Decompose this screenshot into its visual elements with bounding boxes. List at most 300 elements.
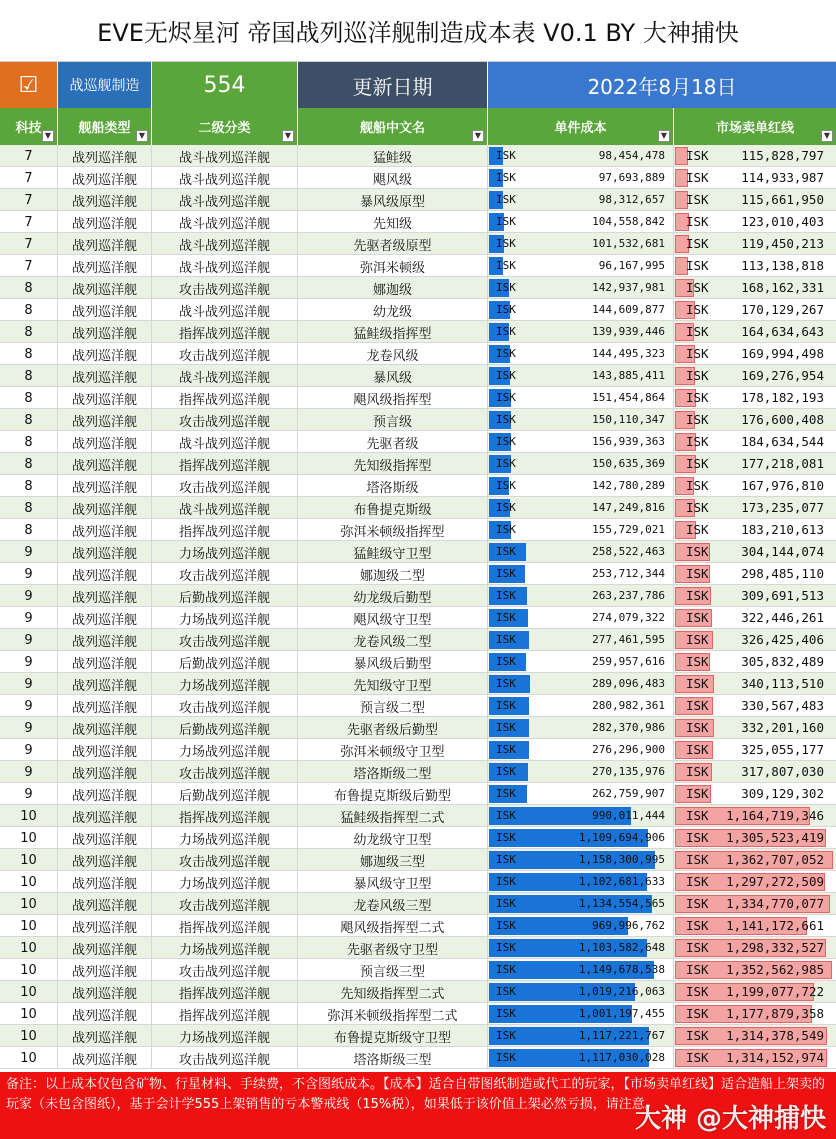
cell-market-line	[674, 519, 836, 541]
table-row[interactable]	[0, 409, 836, 431]
table-row[interactable]	[0, 981, 836, 1003]
cell-unit-cost	[488, 167, 674, 189]
cell-ship-name: 娜迦级	[298, 277, 488, 299]
cell-unit-cost	[488, 783, 674, 805]
unit-cost-value: 101,532,681	[592, 237, 665, 250]
cell-market-line	[674, 827, 836, 849]
cell-subclass: 力场战列巡洋舰	[152, 1025, 298, 1047]
cell-ship-type: 战列巡洋舰	[58, 1003, 152, 1025]
currency-label: ISK	[496, 1051, 516, 1064]
currency-label: ISK	[686, 236, 709, 251]
table-row[interactable]	[0, 541, 836, 563]
table-row[interactable]	[0, 959, 836, 981]
cell-market-line	[674, 629, 836, 651]
cell-ship-name: 龙卷风级二型	[298, 629, 488, 651]
cell-unit-cost	[488, 475, 674, 497]
currency-label: ISK	[496, 611, 516, 624]
cell-market-line	[674, 321, 836, 343]
cell-tech: 10	[0, 827, 58, 849]
table-row[interactable]	[0, 189, 836, 211]
column-header-label: 二级分类	[198, 121, 251, 136]
market-line-value: 309,691,513	[741, 588, 824, 603]
market-line-value: 184,634,544	[741, 434, 824, 449]
cell-unit-cost	[488, 299, 674, 321]
cell-ship-name: 先驱者级守卫型	[298, 937, 488, 959]
table-row[interactable]	[0, 849, 836, 871]
market-line-value: 177,218,081	[741, 456, 824, 471]
cell-ship-name: 幼龙级守卫型	[298, 827, 488, 849]
cell-tech: 10	[0, 959, 58, 981]
cell-ship-type: 战列巡洋舰	[58, 189, 152, 211]
cell-subclass: 战斗战列巡洋舰	[152, 365, 298, 387]
cell-unit-cost	[488, 145, 674, 167]
market-line-value: 305,832,489	[741, 654, 824, 669]
table-row[interactable]	[0, 343, 836, 365]
cell-ship-name: 弥洱米顿级守卫型	[298, 739, 488, 761]
unit-cost-value: 1,103,582,648	[578, 941, 665, 954]
table-row[interactable]	[0, 387, 836, 409]
cell-tech: 9	[0, 739, 58, 761]
cell-subclass: 攻击战列巡洋舰	[152, 629, 298, 651]
cell-ship-type: 战列巡洋舰	[58, 937, 152, 959]
cell-ship-type: 战列巡洋舰	[58, 563, 152, 585]
cell-ship-name: 先驱者级后勤型	[298, 717, 488, 739]
cell-market-line	[674, 981, 836, 1003]
cell-unit-cost	[488, 541, 674, 563]
currency-label: ISK	[496, 1007, 516, 1020]
currency-label: ISK	[686, 654, 709, 669]
cell-ship-name: 预言级	[298, 409, 488, 431]
currency-label: ISK	[686, 808, 709, 823]
cell-tech: 8	[0, 431, 58, 453]
unit-cost-value: 1,102,681,633	[578, 875, 665, 888]
market-line-value: 1,362,707,052	[726, 852, 824, 867]
unit-cost-value: 144,495,323	[592, 347, 665, 360]
cell-unit-cost	[488, 607, 674, 629]
cell-ship-name: 布鲁提克斯级	[298, 497, 488, 519]
cell-ship-type: 战列巡洋舰	[58, 145, 152, 167]
cell-ship-name: 幼龙级后勤型	[298, 585, 488, 607]
cell-market-line	[674, 255, 836, 277]
market-line-value: 1,298,332,527	[726, 940, 824, 955]
cell-ship-name: 塔洛斯级三型	[298, 1047, 488, 1069]
currency-label: ISK	[496, 369, 516, 382]
table-row[interactable]	[0, 365, 836, 387]
cell-tech: 9	[0, 563, 58, 585]
table-row[interactable]	[0, 497, 836, 519]
unit-cost-value: 1,019,216,063	[578, 985, 665, 998]
cell-ship-name: 先知级守卫型	[298, 673, 488, 695]
market-line-value: 178,182,193	[741, 390, 824, 405]
table-row[interactable]	[0, 717, 836, 739]
currency-label: ISK	[496, 457, 516, 470]
unit-cost-value: 1,001,197,455	[578, 1007, 665, 1020]
unit-cost-value: 276,296,900	[592, 743, 665, 756]
table-row[interactable]	[0, 1025, 836, 1047]
select-all-checkbox[interactable]: ☑	[0, 62, 58, 108]
currency-label: ISK	[686, 984, 709, 999]
currency-label: ISK	[686, 896, 709, 911]
cell-tech: 10	[0, 849, 58, 871]
cell-tech: 9	[0, 761, 58, 783]
cell-ship-type: 战列巡洋舰	[58, 277, 152, 299]
currency-label: ISK	[686, 1028, 709, 1043]
table-row[interactable]	[0, 299, 836, 321]
cell-market-line	[674, 343, 836, 365]
market-line-value: 1,164,719,346	[726, 808, 824, 823]
unit-cost-value: 270,135,976	[592, 765, 665, 778]
market-line-value: 330,567,483	[741, 698, 824, 713]
table-row[interactable]	[0, 431, 836, 453]
cell-ship-name: 预言级二型	[298, 695, 488, 717]
market-line-value: 183,210,613	[741, 522, 824, 537]
cell-tech: 8	[0, 409, 58, 431]
cell-subclass: 力场战列巡洋舰	[152, 673, 298, 695]
cell-tech: 7	[0, 211, 58, 233]
cell-ship-name: 布鲁提克斯级守卫型	[298, 1025, 488, 1047]
cell-unit-cost	[488, 761, 674, 783]
cell-market-line	[674, 1047, 836, 1069]
unit-cost-value: 156,939,363	[592, 435, 665, 448]
cell-ship-type: 战列巡洋舰	[58, 519, 152, 541]
unit-cost-value: 282,370,986	[592, 721, 665, 734]
cell-unit-cost	[488, 937, 674, 959]
cell-unit-cost	[488, 277, 674, 299]
cell-unit-cost	[488, 893, 674, 915]
table-row[interactable]	[0, 893, 836, 915]
cell-subclass: 攻击战列巡洋舰	[152, 695, 298, 717]
cell-market-line	[674, 761, 836, 783]
market-line-value: 169,276,954	[741, 368, 824, 383]
table-row[interactable]	[0, 651, 836, 673]
currency-label: ISK	[686, 918, 709, 933]
cell-market-line	[674, 651, 836, 673]
cell-market-line	[674, 211, 836, 233]
cell-unit-cost	[488, 211, 674, 233]
column-header-ship-type[interactable]	[58, 108, 152, 145]
cell-market-line	[674, 915, 836, 937]
cell-ship-type: 战列巡洋舰	[58, 255, 152, 277]
currency-label: ISK	[686, 830, 709, 845]
cell-ship-type: 战列巡洋舰	[58, 453, 152, 475]
market-line-value: 1,334,770,077	[726, 896, 824, 911]
cell-unit-cost	[488, 695, 674, 717]
cell-tech: 9	[0, 607, 58, 629]
unit-cost-value: 139,939,446	[592, 325, 665, 338]
cell-ship-name: 弥洱米顿级指挥型	[298, 519, 488, 541]
cell-ship-name: 塔洛斯级	[298, 475, 488, 497]
currency-label: ISK	[686, 852, 709, 867]
cell-unit-cost	[488, 321, 674, 343]
cell-tech: 9	[0, 585, 58, 607]
cell-ship-name: 龙卷风级三型	[298, 893, 488, 915]
currency-label: ISK	[496, 787, 516, 800]
filter-dropdown-icon[interactable]: ▼	[821, 130, 833, 142]
cell-unit-cost	[488, 673, 674, 695]
currency-label: ISK	[496, 325, 516, 338]
column-header-ship-name[interactable]	[298, 108, 488, 145]
currency-label: ISK	[686, 280, 709, 295]
cell-unit-cost	[488, 981, 674, 1003]
cell-subclass: 力场战列巡洋舰	[152, 541, 298, 563]
market-line-value: 119,450,213	[741, 236, 824, 251]
table-row[interactable]	[0, 233, 836, 255]
market-line-value: 114,933,987	[741, 170, 824, 185]
table-row[interactable]	[0, 167, 836, 189]
currency-label: ISK	[496, 567, 516, 580]
table-row[interactable]	[0, 761, 836, 783]
cell-market-line	[674, 277, 836, 299]
currency-label: ISK	[496, 1029, 516, 1042]
cell-ship-name: 龙卷风级	[298, 343, 488, 365]
table-row[interactable]	[0, 585, 836, 607]
table-row[interactable]	[0, 255, 836, 277]
currency-label: ISK	[686, 632, 709, 647]
cell-subclass: 攻击战列巡洋舰	[152, 475, 298, 497]
cell-ship-type: 战列巡洋舰	[58, 211, 152, 233]
table-row[interactable]	[0, 607, 836, 629]
cell-subclass: 指挥战列巡洋舰	[152, 1003, 298, 1025]
currency-label: ISK	[496, 743, 516, 756]
currency-label: ISK	[686, 1050, 709, 1065]
market-line-value: 173,235,077	[741, 500, 824, 515]
cell-ship-type: 战列巡洋舰	[58, 695, 152, 717]
unit-cost-value: 143,885,411	[592, 369, 665, 382]
column-header-tech[interactable]	[0, 108, 58, 145]
column-header-market-line[interactable]	[674, 108, 836, 145]
table-row[interactable]	[0, 211, 836, 233]
unit-cost-value: 1,117,030,028	[578, 1051, 665, 1064]
filter-dropdown-icon[interactable]: ▼	[472, 130, 484, 142]
cell-ship-type: 战列巡洋舰	[58, 717, 152, 739]
unit-cost-value: 151,454,864	[592, 391, 665, 404]
table-row[interactable]	[0, 805, 836, 827]
market-line-value: 123,010,403	[741, 214, 824, 229]
cell-ship-type: 战列巡洋舰	[58, 387, 152, 409]
unit-cost-value: 1,117,221,767	[578, 1029, 665, 1042]
cell-ship-type: 战列巡洋舰	[58, 981, 152, 1003]
cell-market-line	[674, 585, 836, 607]
unit-cost-value: 150,635,369	[592, 457, 665, 470]
currency-label: ISK	[686, 148, 709, 163]
market-line-value: 332,201,160	[741, 720, 824, 735]
unit-cost-value: 98,312,657	[598, 193, 665, 206]
currency-label: ISK	[496, 347, 516, 360]
column-header-label: 市场卖单红线	[715, 121, 794, 136]
cell-ship-type: 战列巡洋舰	[58, 409, 152, 431]
unit-cost-value: 155,729,021	[592, 523, 665, 536]
cell-market-line	[674, 431, 836, 453]
market-line-value: 326,425,406	[741, 632, 824, 647]
cell-tech: 9	[0, 629, 58, 651]
unit-cost-value: 98,454,478	[598, 149, 665, 162]
table-row[interactable]	[0, 1047, 836, 1069]
cell-ship-name: 猛鲑级	[298, 145, 488, 167]
cell-subclass: 战斗战列巡洋舰	[152, 233, 298, 255]
unit-cost-value: 147,249,816	[592, 501, 665, 514]
cell-tech: 9	[0, 783, 58, 805]
market-line-value: 1,297,272,509	[726, 874, 824, 889]
cell-unit-cost	[488, 365, 674, 387]
cell-ship-type: 战列巡洋舰	[58, 827, 152, 849]
cell-ship-type: 战列巡洋舰	[58, 497, 152, 519]
unit-cost-value: 1,134,554,565	[578, 897, 665, 910]
table-row[interactable]	[0, 321, 836, 343]
cell-ship-type: 战列巡洋舰	[58, 761, 152, 783]
currency-label: ISK	[496, 765, 516, 778]
cell-market-line	[674, 805, 836, 827]
currency-label: ISK	[686, 786, 709, 801]
cell-subclass: 指挥战列巡洋舰	[152, 805, 298, 827]
table-row[interactable]	[0, 915, 836, 937]
cell-ship-name: 飓风级指挥型	[298, 387, 488, 409]
cell-unit-cost	[488, 497, 674, 519]
cell-subclass: 攻击战列巡洋舰	[152, 277, 298, 299]
column-header-subclass[interactable]	[152, 108, 298, 145]
currency-label: ISK	[496, 721, 516, 734]
cell-subclass: 指挥战列巡洋舰	[152, 519, 298, 541]
unit-cost-value: 104,558,842	[592, 215, 665, 228]
cell-ship-type: 战列巡洋舰	[58, 299, 152, 321]
watermark: 大神 @大神捕快	[634, 1104, 826, 1134]
cell-ship-type: 战列巡洋舰	[58, 739, 152, 761]
table-row[interactable]	[0, 1003, 836, 1025]
cell-tech: 10	[0, 981, 58, 1003]
market-line-value: 1,199,077,722	[726, 984, 824, 999]
cell-ship-name: 先知级	[298, 211, 488, 233]
currency-label: ISK	[496, 809, 516, 822]
cell-ship-type: 战列巡洋舰	[58, 959, 152, 981]
currency-label: ISK	[496, 259, 516, 272]
cell-subclass: 攻击战列巡洋舰	[152, 1047, 298, 1069]
currency-label: ISK	[686, 500, 709, 515]
unit-cost-value: 1,158,300,995	[578, 853, 665, 866]
cell-subclass: 指挥战列巡洋舰	[152, 915, 298, 937]
market-line-value: 1,141,172,661	[726, 918, 824, 933]
table-row[interactable]	[0, 629, 836, 651]
currency-label: ISK	[686, 214, 709, 229]
unit-cost-value: 97,693,889	[598, 171, 665, 184]
cell-ship-type: 战列巡洋舰	[58, 651, 152, 673]
currency-label: ISK	[496, 413, 516, 426]
table-row[interactable]	[0, 673, 836, 695]
table-row[interactable]	[0, 453, 836, 475]
unit-cost-value: 150,110,347	[592, 413, 665, 426]
unit-cost-value: 1,109,694,906	[578, 831, 665, 844]
currency-label: ISK	[496, 633, 516, 646]
cell-unit-cost	[488, 431, 674, 453]
filter-dropdown-icon[interactable]: ▼	[282, 130, 294, 142]
cell-market-line	[674, 167, 836, 189]
cell-subclass: 战斗战列巡洋舰	[152, 211, 298, 233]
cell-subclass: 指挥战列巡洋舰	[152, 453, 298, 475]
currency-label: ISK	[496, 281, 516, 294]
cell-unit-cost	[488, 585, 674, 607]
cell-tech: 8	[0, 365, 58, 387]
currency-label: ISK	[686, 258, 709, 273]
cell-subclass: 攻击战列巡洋舰	[152, 849, 298, 871]
table-row[interactable]	[0, 695, 836, 717]
table-row[interactable]	[0, 475, 836, 497]
table-row[interactable]	[0, 519, 836, 541]
table-row[interactable]	[0, 563, 836, 585]
cell-market-line	[674, 233, 836, 255]
cell-ship-name: 布鲁提克斯级后勤型	[298, 783, 488, 805]
table-row[interactable]	[0, 145, 836, 167]
currency-label: ISK	[496, 831, 516, 844]
cell-ship-type: 战列巡洋舰	[58, 893, 152, 915]
ship-cost-table	[0, 145, 836, 1069]
table-row[interactable]	[0, 739, 836, 761]
table-row[interactable]	[0, 937, 836, 959]
cell-ship-name: 娜迦级三型	[298, 849, 488, 871]
market-line-value: 1,314,378,549	[726, 1028, 824, 1043]
table-row[interactable]	[0, 783, 836, 805]
cell-unit-cost	[488, 519, 674, 541]
cell-market-line	[674, 673, 836, 695]
currency-label: ISK	[686, 412, 709, 427]
cell-unit-cost	[488, 805, 674, 827]
cell-unit-cost	[488, 651, 674, 673]
cell-ship-type: 战列巡洋舰	[58, 365, 152, 387]
cell-market-line	[674, 717, 836, 739]
cell-unit-cost	[488, 343, 674, 365]
column-header-label: 单件成本	[554, 121, 607, 136]
currency-label: ISK	[496, 963, 516, 976]
market-line-value: 164,634,643	[741, 324, 824, 339]
unit-cost-value: 259,957,616	[592, 655, 665, 668]
cell-subclass: 指挥战列巡洋舰	[152, 387, 298, 409]
currency-label: ISK	[686, 874, 709, 889]
cell-tech: 8	[0, 475, 58, 497]
table-row[interactable]	[0, 277, 836, 299]
cell-subclass: 攻击战列巡洋舰	[152, 959, 298, 981]
cell-unit-cost	[488, 849, 674, 871]
currency-label: ISK	[686, 478, 709, 493]
market-line-value: 176,600,408	[741, 412, 824, 427]
currency-label: ISK	[496, 501, 516, 514]
currency-label: ISK	[496, 985, 516, 998]
filter-dropdown-icon[interactable]: ▼	[658, 130, 670, 142]
currency-label: ISK	[686, 720, 709, 735]
cell-subclass: 攻击战列巡洋舰	[152, 761, 298, 783]
cell-tech: 9	[0, 541, 58, 563]
cell-ship-name: 飓风级	[298, 167, 488, 189]
cell-subclass: 力场战列巡洋舰	[152, 607, 298, 629]
cell-ship-name: 先知级指挥型二式	[298, 981, 488, 1003]
column-header-unit-cost[interactable]	[488, 108, 674, 145]
cell-market-line	[674, 739, 836, 761]
cell-market-line	[674, 871, 836, 893]
cell-tech: 8	[0, 343, 58, 365]
table-row[interactable]	[0, 871, 836, 893]
cell-tech: 9	[0, 673, 58, 695]
unit-cost-value: 280,982,361	[592, 699, 665, 712]
cell-tech: 8	[0, 277, 58, 299]
cell-market-line	[674, 475, 836, 497]
cell-ship-name: 先驱者级原型	[298, 233, 488, 255]
cell-unit-cost	[488, 1025, 674, 1047]
table-row[interactable]	[0, 827, 836, 849]
filter-dropdown-icon[interactable]: ▼	[42, 130, 54, 142]
cell-market-line	[674, 453, 836, 475]
filter-dropdown-icon[interactable]: ▼	[136, 130, 148, 142]
unit-cost-value: 253,712,344	[592, 567, 665, 580]
currency-label: ISK	[496, 589, 516, 602]
cell-unit-cost	[488, 453, 674, 475]
cell-ship-type: 战列巡洋舰	[58, 1047, 152, 1069]
cell-unit-cost	[488, 189, 674, 211]
